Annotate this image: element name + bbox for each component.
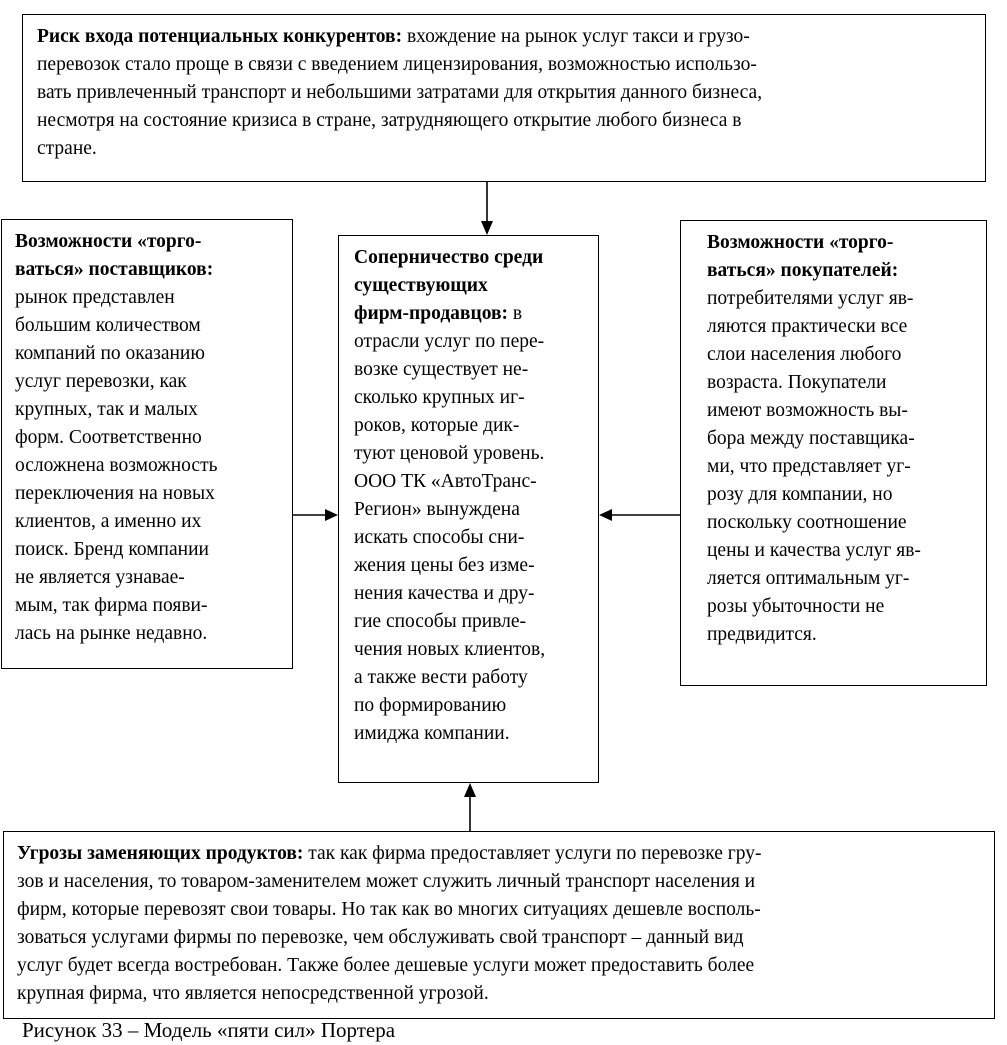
text-line: туют ценовой уровень. — [354, 443, 545, 464]
box-heading: Риск входа потенциальных конкурентов: — [37, 26, 403, 47]
box-heading-line: ваться» покупателей: — [707, 260, 899, 281]
text-line: отрасли услуг по пере- — [354, 331, 545, 352]
text-line: возраста. Покупатели — [707, 372, 887, 393]
text-line: ми, что представляет уг- — [707, 456, 911, 477]
box-substitutes — [3, 831, 995, 1019]
text-line: имеют возможность вы- — [707, 400, 908, 421]
text-line: сколько крупных иг- — [354, 387, 525, 408]
text-line: Угрозы заменяющих продуктов: так как фирма предоставляет услуги по перевозке гру- — [17, 843, 762, 864]
box-heading-line: Возможности «торго- — [707, 232, 894, 253]
text-line: перевозок стало проще в связи с введением лицензирования, возможностью использо- — [37, 54, 757, 75]
text-line: слои населения любого — [707, 344, 902, 365]
box-heading-line: Возможности «торго- — [15, 231, 202, 252]
text-line: роков, которые дик- — [354, 415, 520, 436]
text-line: стране. — [37, 138, 97, 159]
text-line: форм. Соответственно — [15, 427, 202, 448]
text-line: осложнена возможность — [15, 455, 218, 476]
text-line: не является узнавае- — [15, 567, 185, 588]
box-supplier-power — [1, 219, 293, 669]
text-line: чения новых клиентов, — [354, 639, 546, 660]
text-line: услуг будет всегда востребован. Также более дешевые услуги может предоставить более — [17, 955, 755, 976]
box-heading-line: существующих — [354, 275, 488, 296]
text-line: рынок представлен — [15, 287, 175, 308]
text-line: бора между поставщика- — [707, 428, 915, 449]
arrowhead-up — [464, 783, 476, 797]
box-heading-line: Соперничество среди — [354, 247, 544, 268]
text-line: ООО ТК «АвтоТранс- — [354, 471, 537, 492]
arrowhead-right — [325, 509, 338, 521]
text-line: поиск. Бренд компании — [15, 539, 209, 560]
text-line: клиентов, а именно их — [15, 511, 202, 532]
text-line: нения качества и дру- — [354, 583, 535, 604]
box-heading: Угрозы заменяющих продуктов: — [17, 843, 304, 864]
text-line: Риск входа потенциальных конкурентов: вхождение на рынок услуг такси и грузо- — [37, 26, 750, 47]
box-heading-line: фирм-продавцов: в — [354, 303, 523, 324]
text-line: жения цены без изме- — [354, 555, 535, 576]
box-rivalry — [338, 235, 599, 783]
text-line: по формированию — [354, 695, 507, 716]
box-new-entrants — [22, 14, 986, 182]
text-line: предвидится. — [707, 624, 817, 645]
text-line: крупных, так и малых — [15, 399, 198, 420]
text-line: розу для компании, но — [707, 484, 893, 505]
text-line: поскольку соотношение — [707, 512, 907, 533]
text-line: фирм, которые перевозят свои товары. Но так как во многих ситуациях дешевле восполь- — [17, 899, 761, 920]
text-line: розы убыточности не — [707, 596, 885, 617]
text-line: зов и населения, то товаром-заменителем может служить личный транспорт населения и — [17, 871, 756, 892]
text-line: гие способы привле- — [354, 611, 527, 632]
text-line: крупная фирма, что является непосредственной угрозой. — [17, 983, 489, 1004]
text-line: возке существует не- — [354, 359, 529, 380]
figure-caption: Рисунок 33 – Модель «пяти сил» Портера — [22, 1018, 396, 1042]
box-heading-line: ваться» поставщиков: — [15, 259, 214, 280]
text-line: лась на рынке недавно. — [15, 623, 208, 644]
text-line: несмотря на состояние кризиса в стране, затрудняющего открытие любого бизнеса в — [37, 110, 742, 131]
arrowhead-left — [599, 509, 612, 521]
text-line: большим количеством — [15, 315, 201, 336]
arrowhead-down — [481, 221, 493, 235]
text-line: потребителями услуг яв- — [707, 288, 914, 309]
text-line: ляется оптимальным уг- — [707, 568, 910, 589]
text-line: мым, так фирма появи- — [15, 595, 208, 616]
text-line: имиджа компании. — [354, 723, 510, 744]
text-line: услуг перевозки, как — [15, 371, 187, 392]
text-line: вать привлеченный транспорт и небольшими затратами для открытия данного бизнеса, — [37, 82, 763, 103]
text-line: ляются практически все — [707, 316, 908, 337]
text-line: искать способы сни- — [354, 527, 525, 548]
text-line: зоваться услугами фирмы по перевозке, чем обслуживать свой транспорт – данный вид — [17, 927, 744, 948]
text-line: компаний по оказанию — [15, 343, 205, 364]
text-line: а также вести работу — [354, 667, 528, 688]
text-line: цены и качества услуг яв- — [707, 540, 921, 561]
text-line: переключения на новых — [15, 483, 215, 504]
text-line: Регион» вынуждена — [354, 499, 520, 520]
box-buyer-power — [680, 220, 987, 686]
